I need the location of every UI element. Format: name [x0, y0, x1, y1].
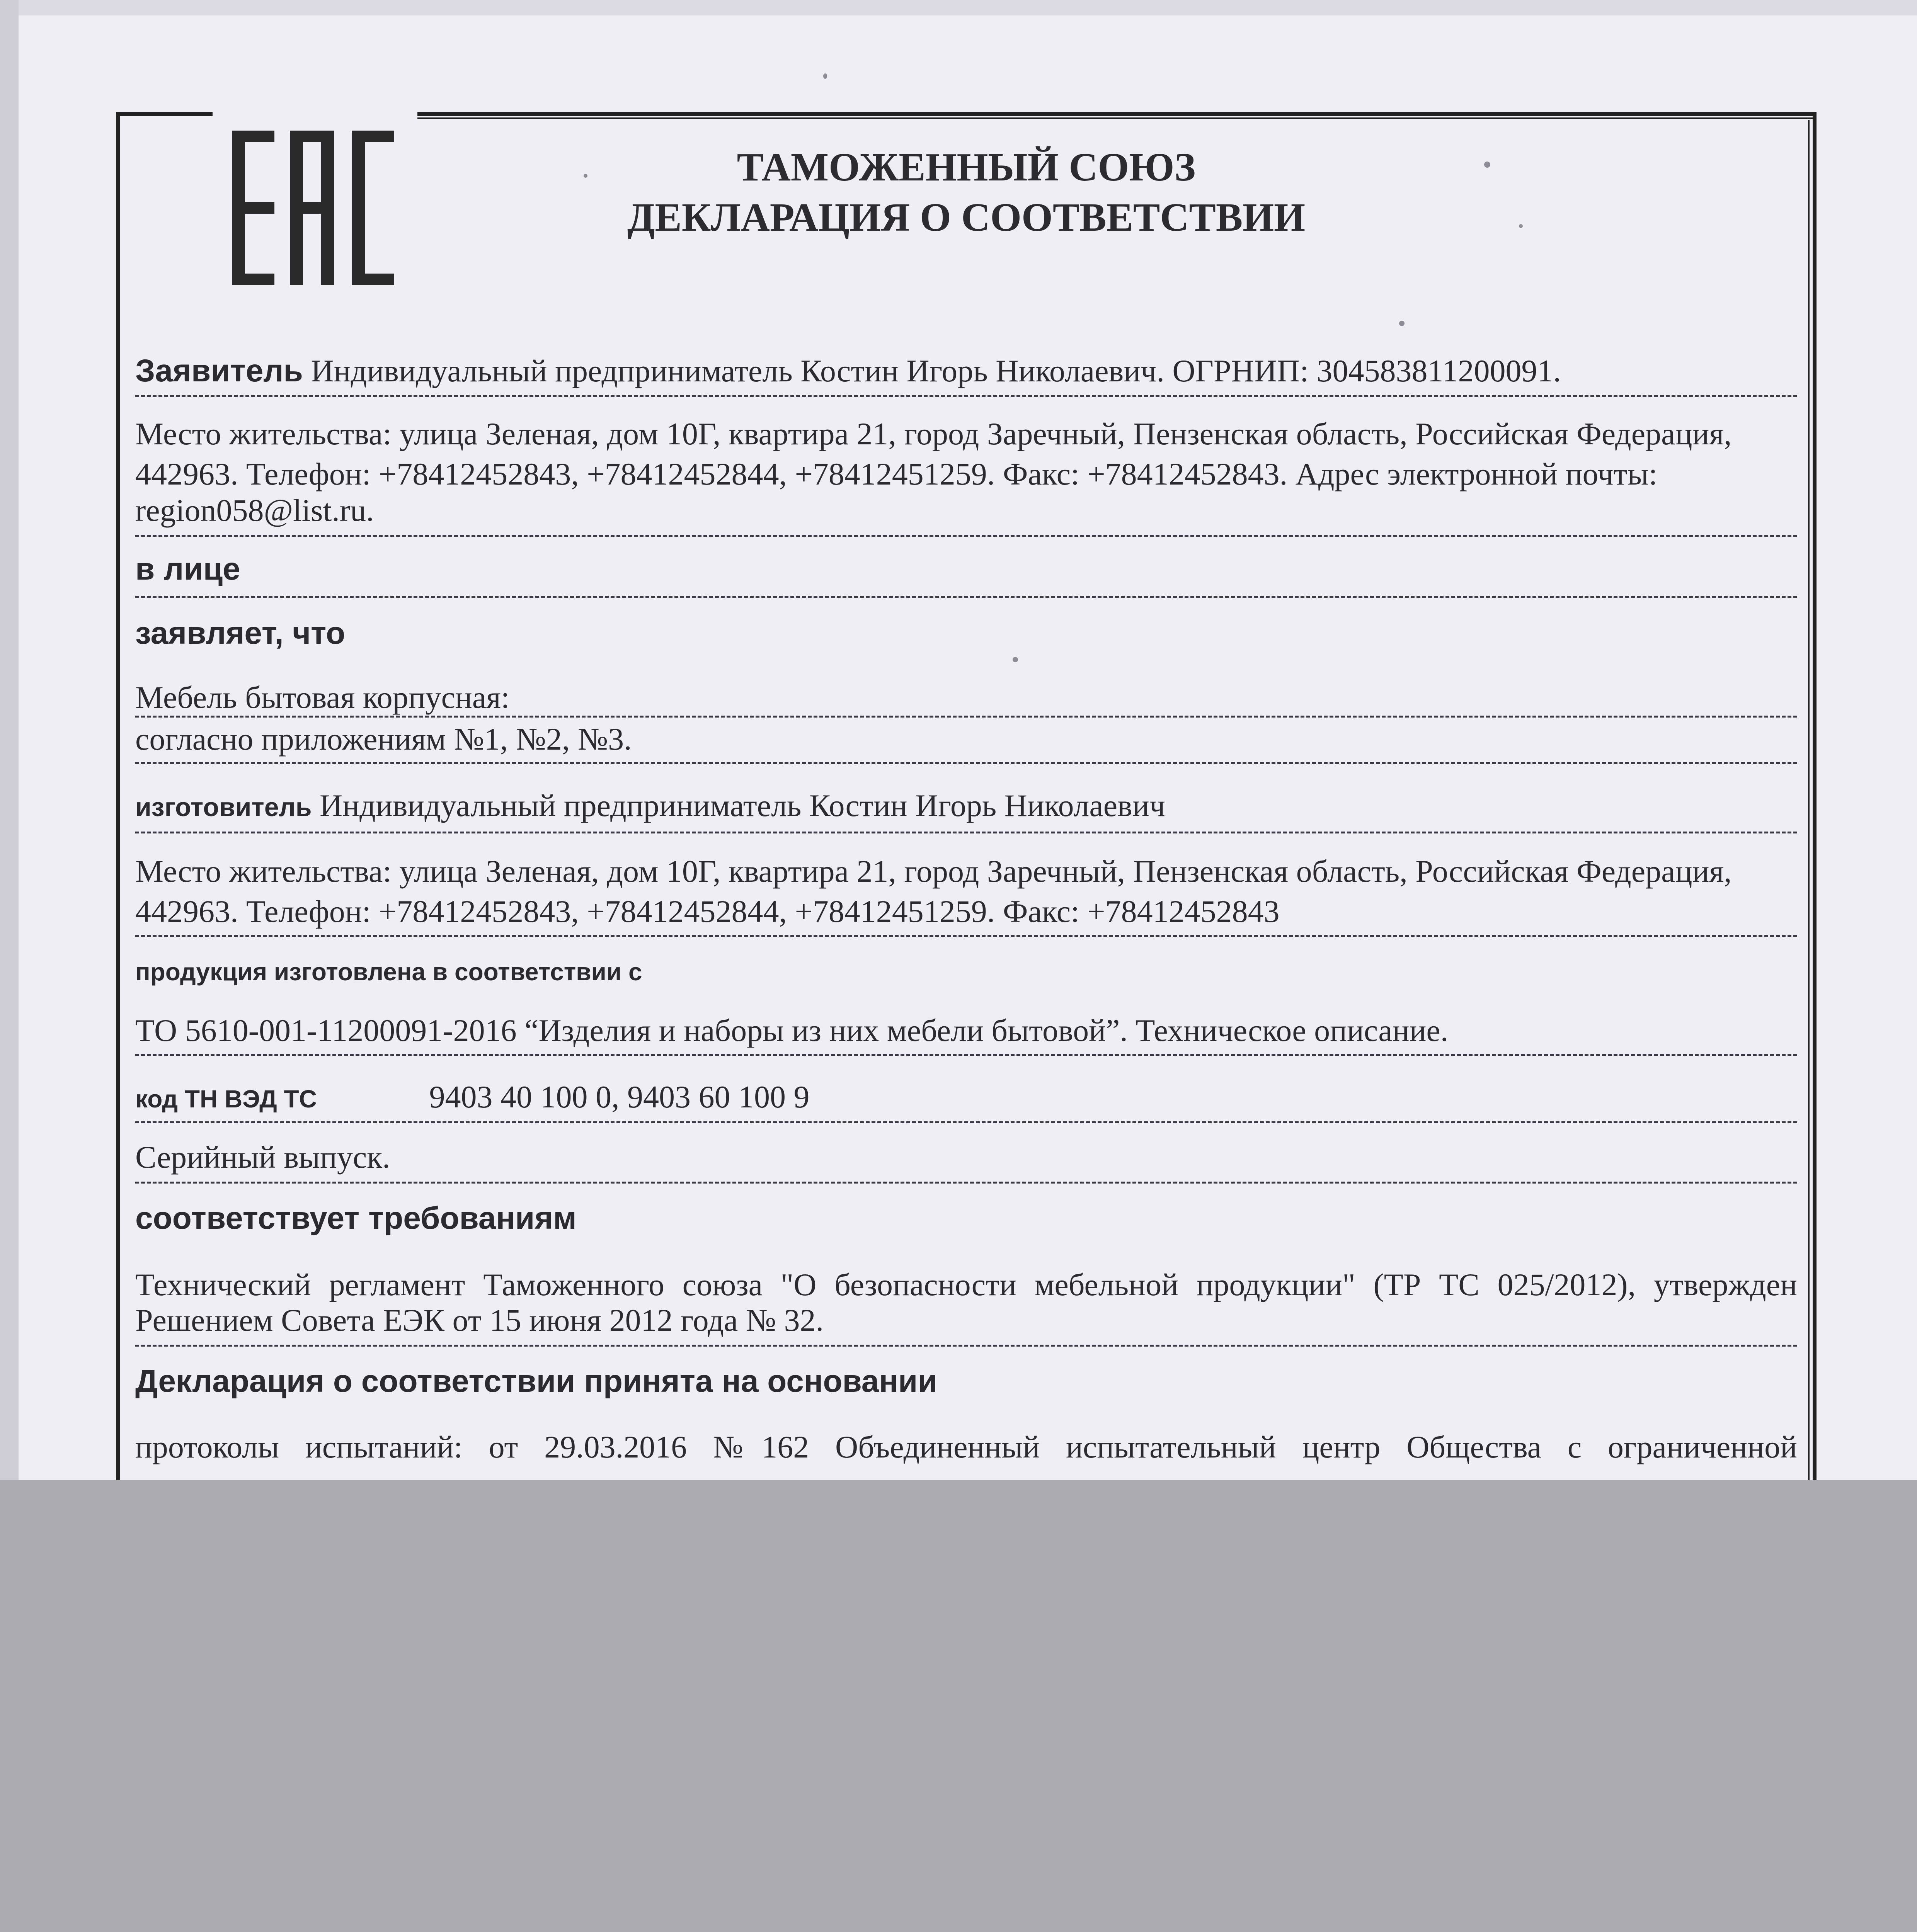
tn-ved-row	[135, 1076, 1797, 1120]
divider	[135, 832, 1797, 833]
complies-line-2: Решением Совета ЕЭК от 15 июня 2012 года № 32.	[135, 1303, 824, 1338]
divider	[135, 1345, 1797, 1347]
redacted-area	[0, 1480, 1917, 1932]
tn-ved-label: код ТН ВЭД ТС	[135, 1085, 317, 1113]
scan-speck	[584, 174, 587, 178]
manufacturer-value: Индивидуальный предприниматель Костин Игорь Николаевич	[320, 788, 1165, 823]
address-line-1: Место жительства: улица Зеленая, дом 10Г, квартира 21, город Заречный, Пензенская область, Российская Федерация,	[135, 416, 1732, 451]
frame-top-right	[417, 112, 1817, 116]
scan-speck	[1399, 321, 1405, 326]
scan-speck	[1519, 224, 1523, 228]
complies-line-1: Технический регламент Таможенного союза "О безопасности мебельной продукции" (ТР ТС 025/2012), утвержден	[135, 1267, 1797, 1302]
frame-top-left	[116, 112, 213, 116]
divider	[135, 1182, 1797, 1184]
address-line-3: region058@list.ru.	[135, 493, 374, 528]
manufacturer-address-line-2: 442963. Телефон: +78412452843, +78412452844, +78412451259. Факс: +78412452843	[135, 894, 1280, 929]
document-title	[464, 142, 1469, 243]
product-line-2: согласно приложениям №1, №2, №3.	[135, 721, 632, 757]
applicant-value: Индивидуальный предприниматель Костин Игорь Николаевич. ОГРНИП: 304583811200091.	[311, 353, 1561, 388]
produced-by-value: ТО 5610-001-11200091-2016 “Изделия и наборы из них мебели бытовой”. Техническое описание.	[135, 1013, 1449, 1048]
divider	[135, 935, 1797, 937]
scan-edge-top	[0, 0, 1917, 15]
produced-by-label: продукция изготовлена в соответствии с	[135, 958, 642, 986]
basis-label: Декларация о соответствии принята на основании	[135, 1364, 937, 1399]
scan-edge-left	[0, 0, 19, 1480]
title-line-1: ТАМОЖЕННЫЙ СОЮЗ	[737, 145, 1196, 189]
scan-speck	[1013, 657, 1018, 662]
complies-label: соответствует требованиям	[135, 1201, 577, 1236]
title-line-2: ДЕКЛАРАЦИЯ О СООТВЕТСТВИИ	[627, 195, 1306, 240]
divider	[135, 1121, 1797, 1123]
divider	[135, 762, 1797, 764]
scan-speck	[823, 73, 827, 79]
divider	[135, 535, 1797, 537]
frame-top-right-inner	[417, 117, 1817, 119]
represented-label: в лице	[135, 551, 240, 587]
applicant-row	[135, 350, 1797, 392]
basis-line-1: протоколы испытаний: от 29.03.2016 №162 Объединенный испытательный центр Общества с ограниченной	[135, 1429, 1797, 1464]
frame-right-inner	[1808, 120, 1810, 1480]
manufacturer-row	[135, 784, 1797, 828]
product-line-1: Мебель бытовая корпусная:	[135, 680, 510, 715]
applicant-label: Заявитель	[135, 353, 303, 388]
divider	[135, 395, 1797, 397]
address-line-2: 442963. Телефон: +78412452843, +78412452844, +78412451259. Факс: +78412452843. Адрес электронной почты:	[135, 456, 1658, 492]
eac-logo	[228, 123, 398, 293]
divider	[135, 1054, 1797, 1056]
divider	[135, 596, 1797, 598]
scan-speck	[1484, 162, 1490, 168]
release-value: Серийный выпуск.	[135, 1139, 390, 1175]
declares-label: заявляет, что	[135, 616, 346, 651]
manufacturer-label: изготовитель	[135, 793, 312, 822]
tn-ved-value: 9403 40 100 0, 9403 60 100 9	[429, 1079, 810, 1114]
divider	[135, 716, 1797, 718]
manufacturer-address-line-1: Место жительства: улица Зеленая, дом 10Г, квартира 21, город Заречный, Пензенская область, Российская Федерация,	[135, 854, 1732, 889]
